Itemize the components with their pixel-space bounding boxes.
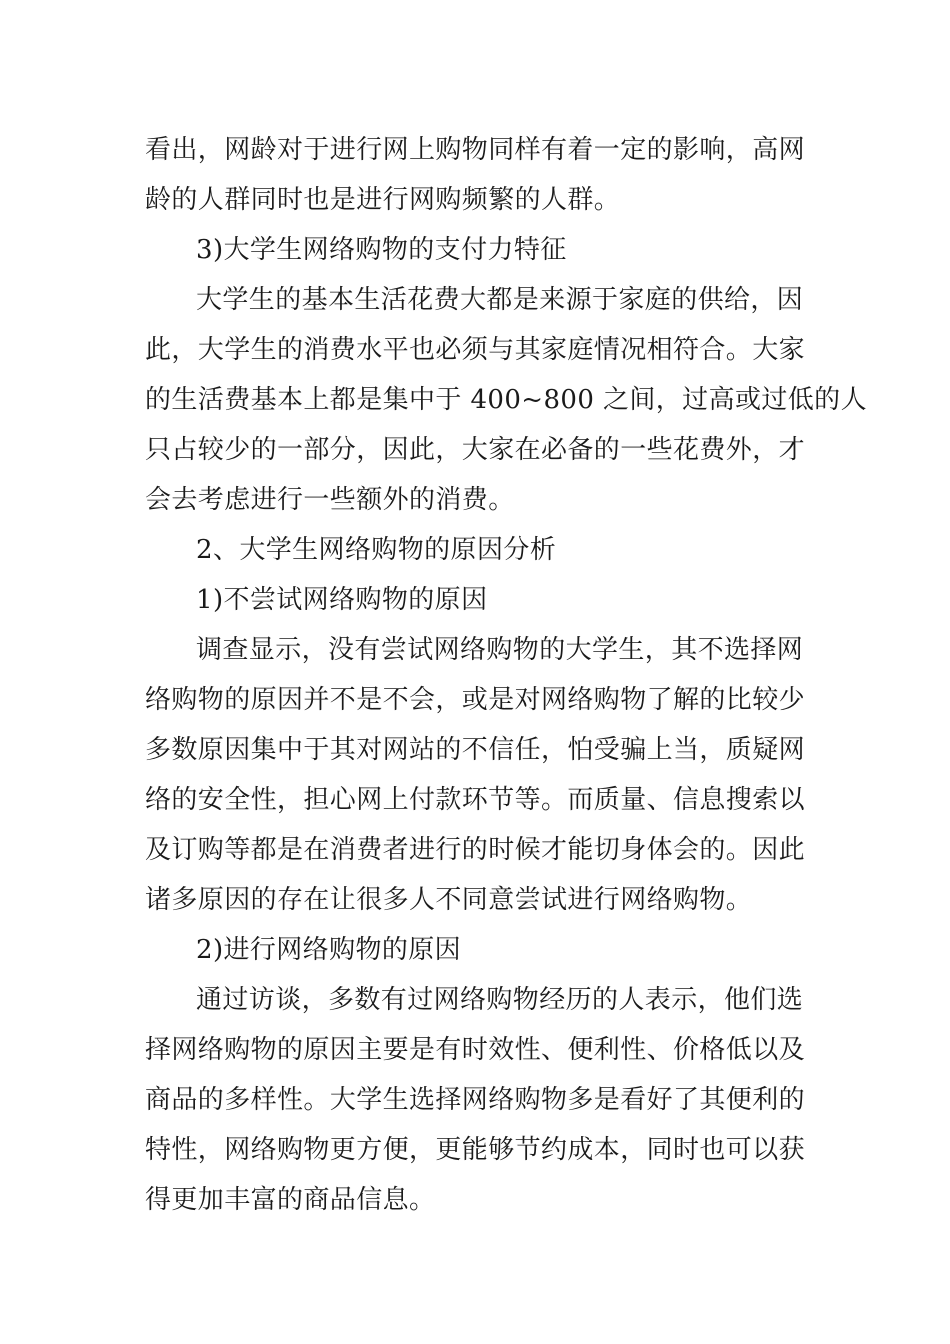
paragraph-line: 看出，网龄对于进行网上购物同样有着一定的影响，高网 <box>145 135 806 165</box>
paragraph-line: 择网络购物的原因主要是有时效性、便利性、价格低以及 <box>145 1035 806 1065</box>
paragraph-line: 会去考虑进行一些额外的消费。 <box>145 485 515 515</box>
paragraph-line: 只占较少的一部分，因此，大家在必备的一些花费外，才 <box>145 435 806 465</box>
paragraph-line: 商品的多样性。大学生选择网络购物多是看好了其便利的 <box>145 1085 806 1115</box>
paragraph-line: 的生活费基本上都是集中于 400~800 之间，过高或过低的人 <box>145 385 867 415</box>
paragraph-line: 龄的人群同时也是进行网购频繁的人群。 <box>145 185 621 215</box>
paragraph-line: 调查显示，没有尝试网络购物的大学生，其不选择网 <box>196 635 804 665</box>
paragraph-line: 通过访谈，多数有过网络购物经历的人表示，他们选 <box>196 985 804 1015</box>
paragraph-line: 多数原因集中于其对网站的不信任，怕受骗上当，质疑网 <box>145 735 806 765</box>
section-heading: 2、大学生网络购物的原因分析 <box>196 535 557 565</box>
paragraph-line: 此，大学生的消费水平也必须与其家庭情况相符合。大家 <box>145 335 806 365</box>
subheading: 3)大学生网络购物的支付力特征 <box>196 235 567 265</box>
paragraph-line: 及订购等都是在消费者进行的时候才能切身体会的。因此 <box>145 835 806 865</box>
paragraph-line: 诸多原因的存在让很多人不同意尝试进行网络购物。 <box>145 885 753 915</box>
paragraph-line: 得更加丰富的商品信息。 <box>145 1185 436 1215</box>
subheading: 1)不尝试网络购物的原因 <box>196 585 488 615</box>
paragraph-line: 大学生的基本生活花费大都是来源于家庭的供给，因 <box>196 285 804 315</box>
paragraph-line: 络的安全性，担心网上付款环节等。而质量、信息搜索以 <box>145 785 806 815</box>
paragraph-line: 特性，网络购物更方便，更能够节约成本，同时也可以获 <box>145 1135 806 1165</box>
subheading: 2)进行网络购物的原因 <box>196 935 462 965</box>
paragraph-line: 络购物的原因并不是不会，或是对网络购物了解的比较少 <box>145 685 806 715</box>
